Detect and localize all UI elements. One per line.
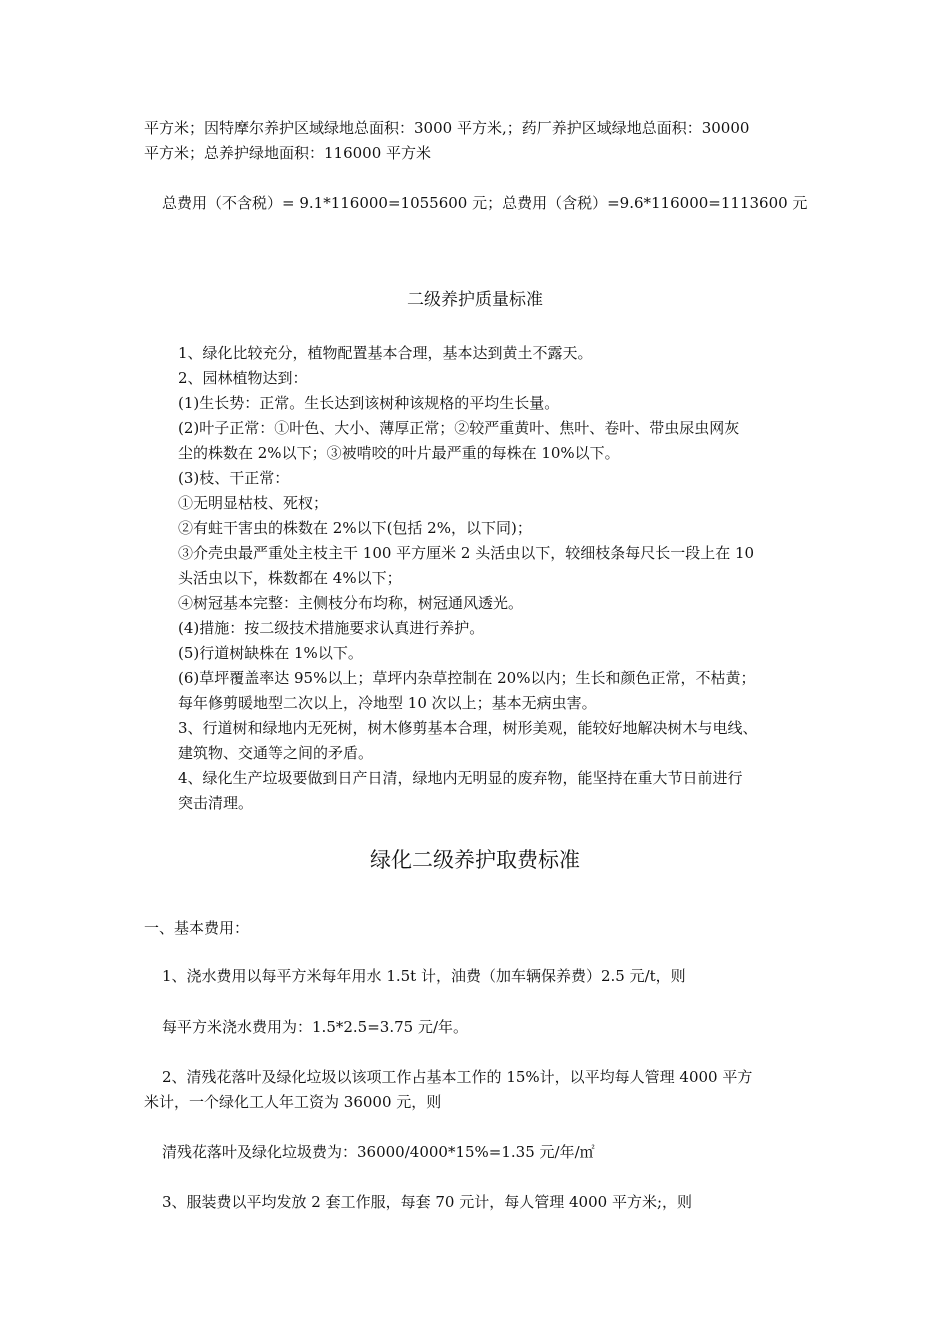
quality-item: ④树冠基本完整：主侧枝分布均称，树冠通风透光。 (178, 594, 524, 612)
intro-area-line-2: 平方米；总养护绿地面积：116000 平方米 (144, 144, 432, 162)
quality-item: 头活虫以下，株数都在 4%以下； (178, 569, 402, 587)
total-cost-line: 总费用（不含税）= 9.1*116000=1055600 元；总费用（含税）=9.6*116000=1113600 元 (162, 194, 808, 212)
quality-item: (2)叶子正常：①叶色、大小、薄厚正常；②较严重黄叶、焦叶、卷叶、带虫尿虫网灰 (178, 419, 740, 437)
cleanup-fee-result: 清残花落叶及绿化垃圾费为：36000/4000*15%=1.35 元/年/㎡ (162, 1143, 595, 1161)
cleanup-fee-line-1: 2、清残花落叶及绿化垃圾以该项工作占基本工作的 15%计，以平均每人管理 4000 平方 (162, 1068, 753, 1086)
quality-item: 2、园林植物达到： (178, 369, 308, 387)
quality-item: 突击清理。 (178, 794, 254, 812)
quality-standard-title: 二级养护质量标准 (407, 290, 543, 310)
quality-item: ③介壳虫最严重处主枝主干 100 平方厘米 2 头活虫以下，较细枝条每尺长一段上在 10 (178, 544, 755, 562)
water-fee-result: 每平方米浇水费用为：1.5*2.5=3.75 元/年。 (162, 1018, 468, 1036)
quality-item: (1)生长势：正常。生长达到该树种该规格的平均生长量。 (178, 394, 560, 412)
quality-item: ①无明显枯枝、死杈； (178, 494, 329, 512)
quality-item: 3、行道树和绿地内无死树，树木修剪基本合理，树形美观，能较好地解决树木与电线、 (178, 719, 758, 737)
quality-item: 尘的株数在 2%以下；③被啃咬的叶片最严重的每株在 10%以下。 (178, 444, 620, 462)
quality-item: ②有蛀干害虫的株数在 2%以下(包括 2%，以下同)； (178, 519, 532, 537)
quality-item: (3)枝、干正常： (178, 469, 290, 487)
quality-item: 1、绿化比较充分，植物配置基本合理，基本达到黄土不露天。 (178, 344, 593, 362)
fee-standard-title: 绿化二级养护取费标准 (370, 848, 580, 872)
water-fee-line: 1、浇水费用以每平方米每年用水 1.5t 计，油费（加车辆保养费）2.5 元/t，则 (162, 967, 686, 985)
quality-item: (5)行道树缺株在 1%以下。 (178, 644, 363, 662)
basic-fee-heading: 一、基本费用： (144, 919, 250, 937)
cleanup-fee-line-2: 米计，一个绿化工人年工资为 36000 元，则 (144, 1093, 442, 1111)
quality-item: (6)草坪覆盖率达 95%以上；草坪内杂草控制在 20%以内；生长和颜色正常，不枯黄； (178, 669, 756, 687)
intro-area-line-1: 平方米；因特摩尔养护区域绿地总面积：3000 平方米,；药厂养护区域绿地总面积：30000 (144, 119, 750, 137)
quality-item: 每年修剪暖地型二次以上，冷地型 10 次以上；基本无病虫害。 (178, 694, 597, 712)
quality-item: (4)措施：按二级技术措施要求认真进行养护。 (178, 619, 485, 637)
quality-item: 4、绿化生产垃圾要做到日产日清，绿地内无明显的废弃物，能坚持在重大节日前进行 (178, 769, 743, 787)
clothing-fee-line: 3、服装费以平均发放 2 套工作服，每套 70 元计，每人管理 4000 平方米;，则 (162, 1193, 693, 1211)
quality-item: 建筑物、交通等之间的矛盾。 (178, 744, 374, 762)
